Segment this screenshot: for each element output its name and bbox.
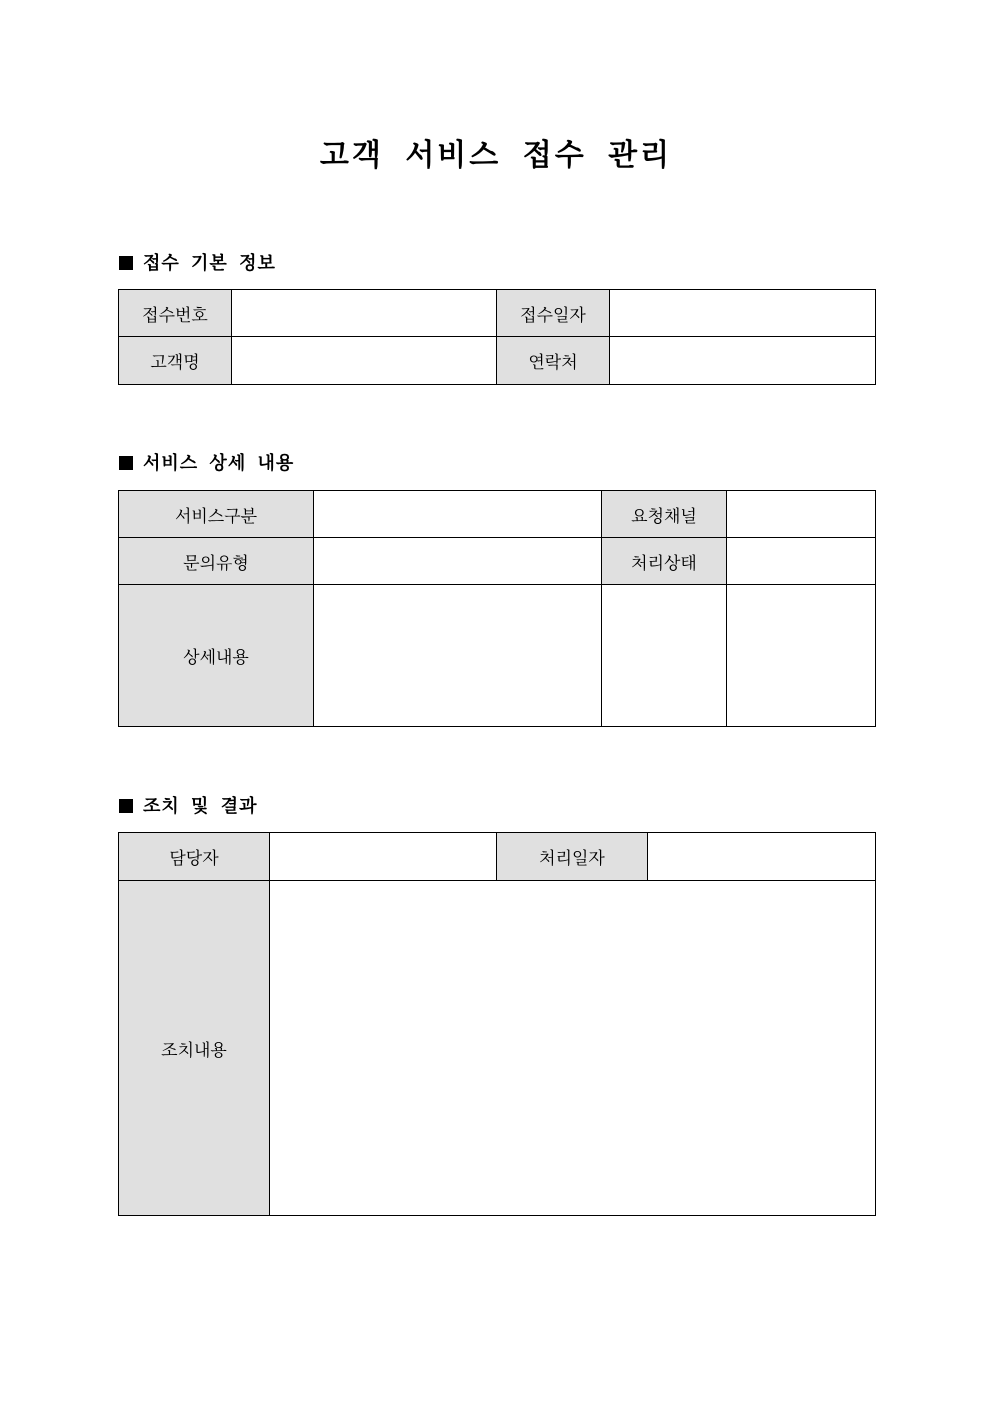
request-channel-field[interactable]: [727, 491, 876, 538]
customer-name-label: 고객명: [119, 337, 232, 385]
table-row: [119, 585, 876, 727]
process-date-label: 처리일자: [497, 833, 648, 881]
table-row: [119, 337, 876, 385]
process-date-field[interactable]: [648, 833, 876, 881]
action-content-field[interactable]: [270, 881, 876, 1216]
section-heading-action-result-text: 조치 및 결과: [143, 796, 258, 817]
contact-field[interactable]: [610, 337, 876, 385]
section-heading-service-detail-text: 서비스 상세 내용: [143, 453, 295, 474]
manager-field[interactable]: [270, 833, 497, 881]
manager-label: 담당자: [119, 833, 270, 881]
service-category-label: 서비스구분: [119, 491, 314, 538]
detail-content-extra-cell[interactable]: [602, 585, 727, 727]
section-heading-basic-info-text: 접수 기본 정보: [143, 253, 276, 274]
square-bullet-icon: [119, 456, 133, 470]
table-row: [119, 833, 876, 881]
page-title: 고객 서비스 접수 관리: [319, 138, 673, 173]
request-channel-label: 요청채널: [602, 491, 727, 538]
section-heading-service-detail: [119, 452, 294, 476]
receipt-date-label: 접수일자: [497, 290, 610, 337]
square-bullet-icon: [119, 799, 133, 813]
receipt-number-label: 접수번호: [119, 290, 232, 337]
table-row: [119, 290, 876, 337]
detail-content-label: 상세내용: [119, 585, 314, 727]
section-heading-action-result: [119, 795, 257, 819]
process-status-field[interactable]: [727, 538, 876, 585]
inquiry-type-label: 문의유형: [119, 538, 314, 585]
customer-name-field[interactable]: [232, 337, 497, 385]
table-row: [119, 538, 876, 585]
process-status-label: 처리상태: [602, 538, 727, 585]
action-result-table: [118, 832, 876, 1216]
basic-info-table: [118, 289, 876, 385]
detail-content-extra-cell[interactable]: [727, 585, 876, 727]
inquiry-type-field[interactable]: [314, 538, 602, 585]
table-row: [119, 881, 876, 1216]
table-row: [119, 491, 876, 538]
action-content-label: 조치내용: [119, 881, 270, 1216]
service-detail-table: [118, 490, 876, 727]
receipt-number-field[interactable]: [232, 290, 497, 337]
service-category-field[interactable]: [314, 491, 602, 538]
receipt-date-field[interactable]: [610, 290, 876, 337]
detail-content-field[interactable]: [314, 585, 602, 727]
section-heading-basic-info: [119, 252, 276, 276]
contact-label: 연락처: [497, 337, 610, 385]
square-bullet-icon: [119, 256, 133, 270]
